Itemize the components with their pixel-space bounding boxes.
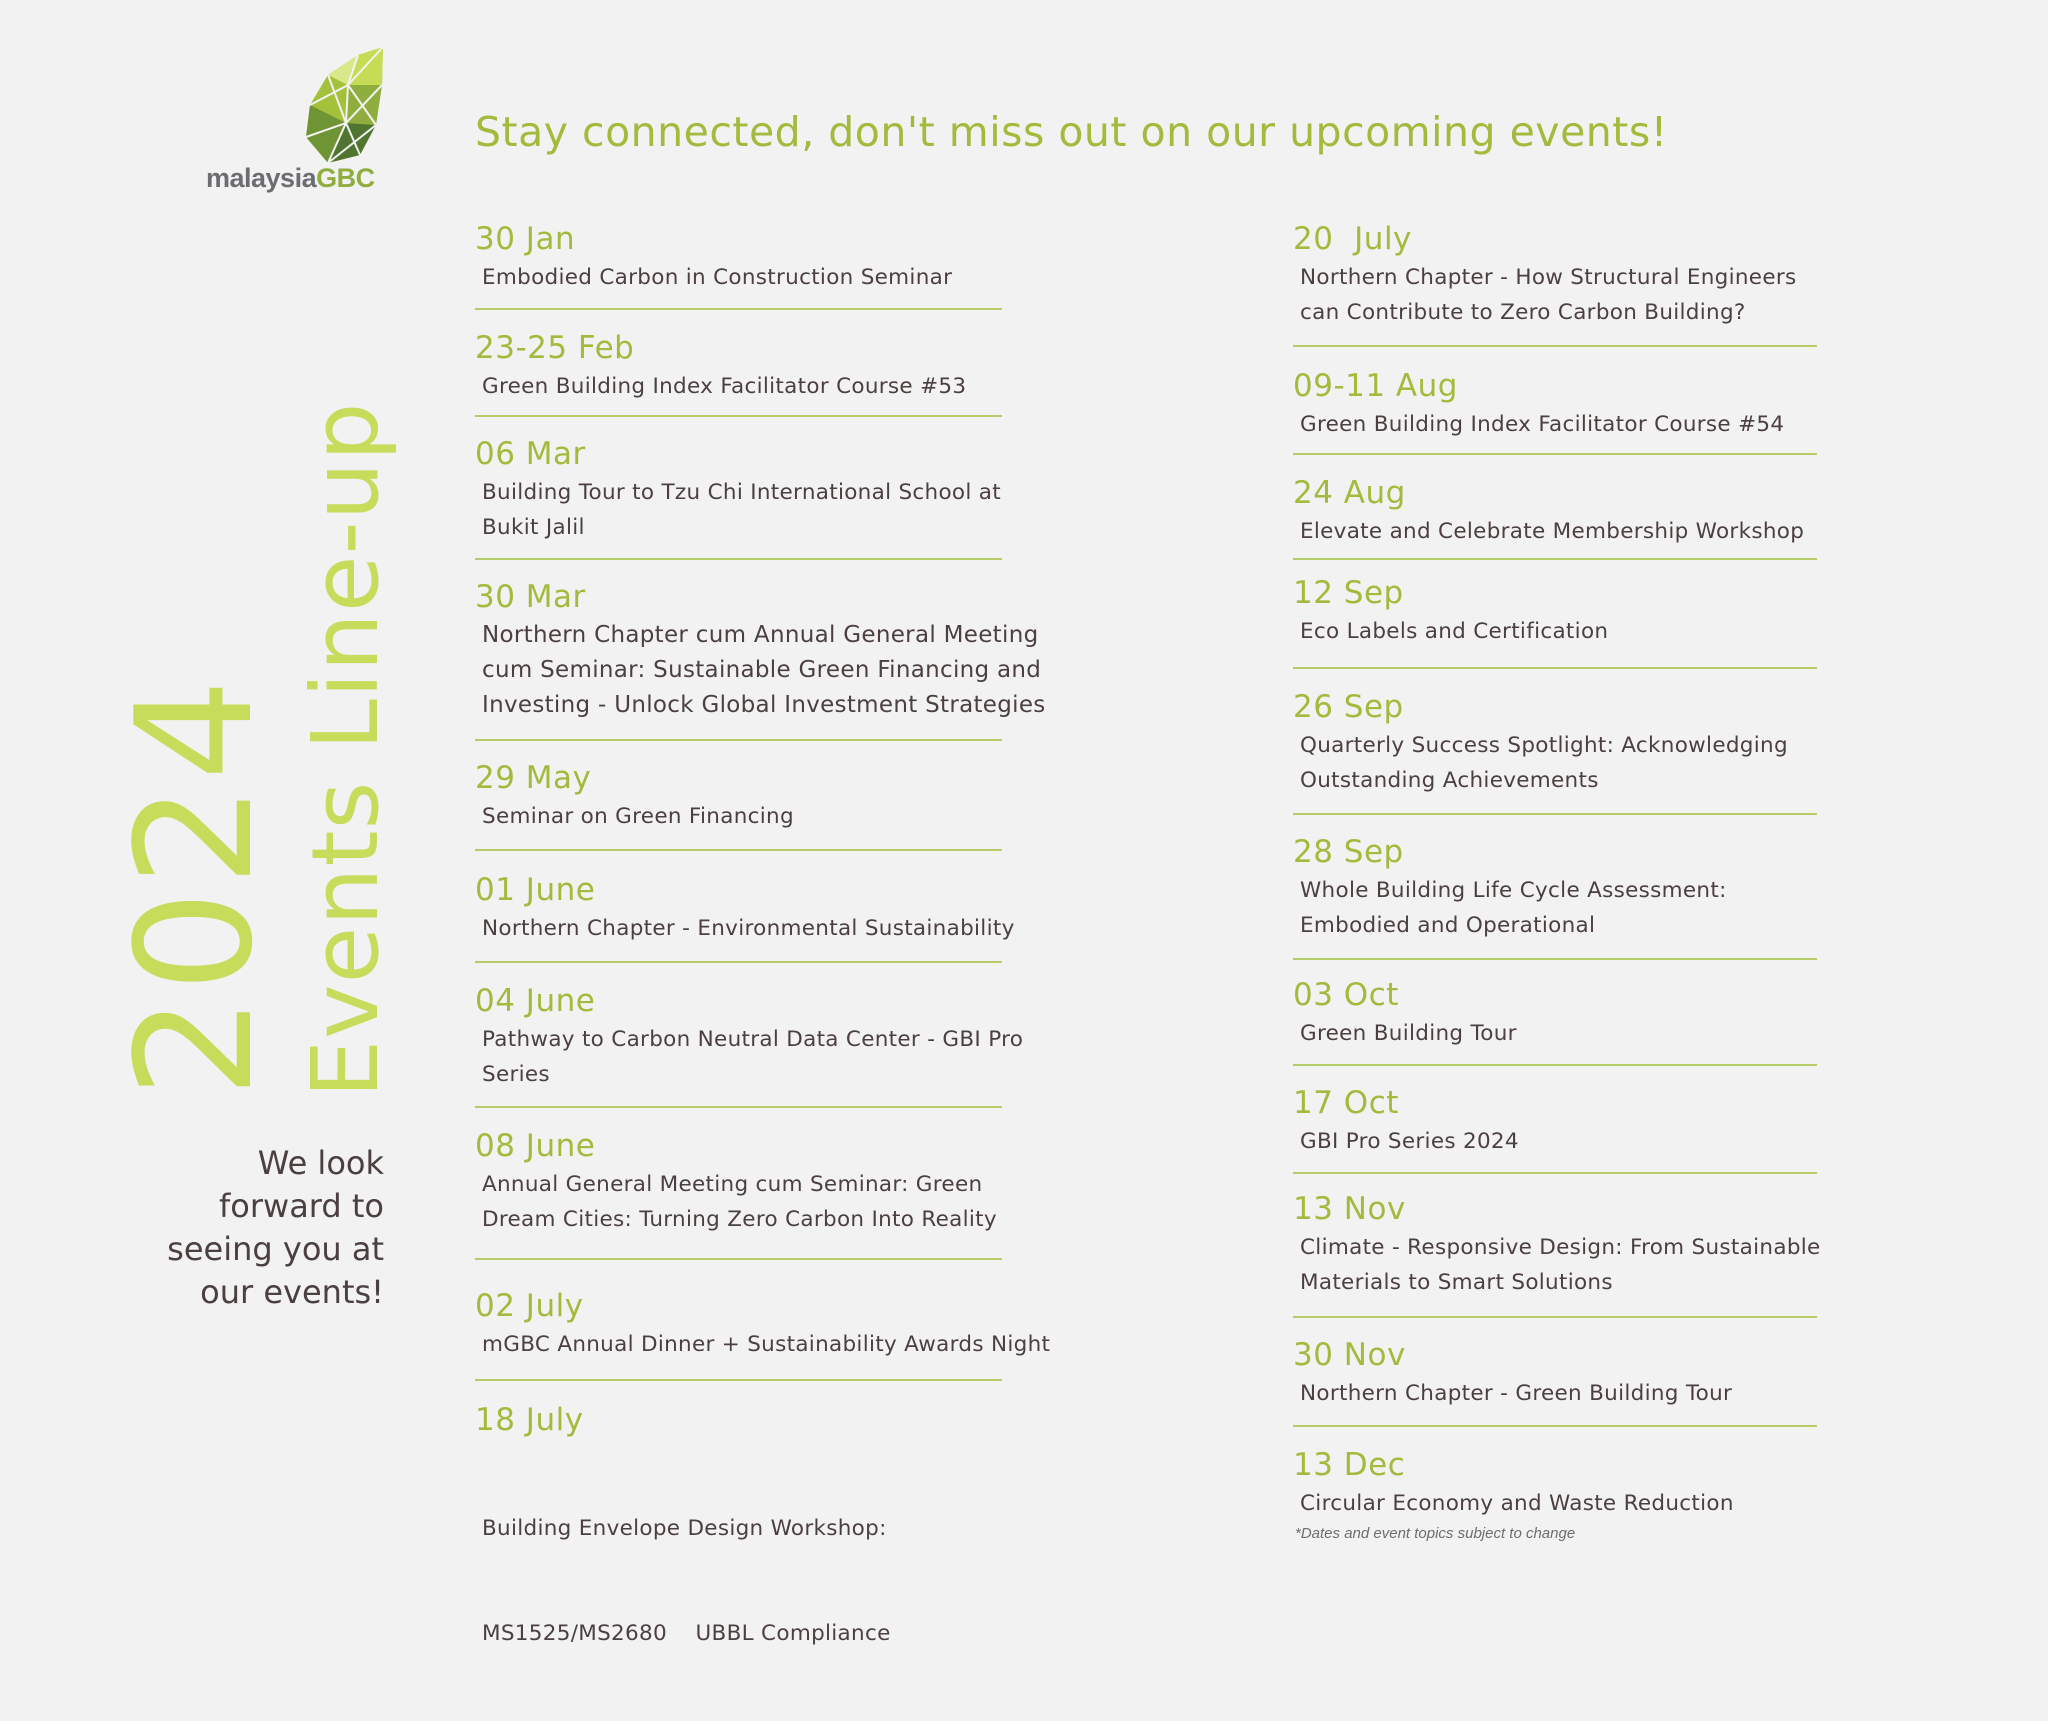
event-date: 28 Sep: [1293, 834, 1404, 870]
event-title-line: Materials to Smart Solutions: [1300, 1270, 1613, 1295]
event-date: 26 Sep: [1293, 689, 1404, 725]
event-item: [475, 327, 1125, 404]
event-item: [475, 1125, 1125, 1237]
event-title-line: can Contribute to Zero Carbon Building?: [1300, 300, 1746, 325]
event-title: [475, 911, 1125, 946]
event-item: [1293, 572, 1943, 649]
divider: [1293, 667, 1817, 669]
event-title: [1293, 1486, 1943, 1521]
event-date: 30 Mar: [475, 579, 586, 615]
event-date: 04 June: [475, 983, 596, 1019]
event-title: [1293, 514, 1943, 549]
event-item: [1293, 472, 1943, 549]
event-item: [1293, 1082, 1943, 1159]
event-title-line: Green Building Index Facilitator Course #54: [1300, 412, 1785, 437]
event-item: [475, 433, 1125, 545]
event-item: [475, 980, 1125, 1092]
event-title-line: Northern Chapter - Green Building Tour: [1300, 1381, 1733, 1406]
closing-line: forward to: [219, 1187, 384, 1225]
malaysiagbc-logo: [200, 45, 400, 205]
event-item: [1293, 831, 1943, 943]
events-left-column: [475, 218, 1125, 1721]
event-date: 09-11 Aug: [1293, 368, 1458, 404]
event-title: [1293, 1124, 1943, 1159]
event-title-line: Northern Chapter - Environmental Sustainability: [482, 916, 1015, 941]
event-title: [475, 1167, 1125, 1237]
event-title: [1293, 1376, 1943, 1411]
event-title-line: Outstanding Achievements: [1300, 768, 1599, 793]
event-title: [475, 799, 1125, 834]
event-title-line: mGBC Annual Dinner + Sustainability Awards Night: [482, 1332, 1051, 1357]
event-item: [475, 218, 1125, 295]
divider: [475, 961, 1002, 963]
event-date: 12 Sep: [1293, 575, 1404, 611]
logo-wordmark-part1: malaysia: [206, 163, 317, 193]
event-title-line: Bukit Jalil: [482, 515, 585, 540]
event-title: [475, 260, 1125, 295]
event-title: [475, 618, 1125, 723]
event-date: 23-25 Feb: [475, 330, 635, 366]
event-title: [1293, 614, 1943, 649]
event-title-line: Pathway to Carbon Neutral Data Center - GBI Pro: [482, 1027, 1024, 1052]
closing-line: seeing you at: [167, 1230, 384, 1268]
event-title-line: Elevate and Celebrate Membership Workshop: [1300, 519, 1805, 544]
event-item: [1293, 365, 1943, 442]
divider: [1293, 1316, 1817, 1318]
event-title-line: GBI Pro Series 2024: [1300, 1129, 1519, 1154]
event-date: 18 July: [475, 1402, 584, 1438]
divider: [1293, 345, 1817, 347]
event-title-line: MS1525/MS2680 UBBL Compliance: [482, 1621, 891, 1646]
event-item: [1293, 1334, 1943, 1411]
event-item: [1293, 686, 1943, 798]
event-date: 17 Oct: [1293, 1085, 1399, 1121]
event-title-line: Investing - Unlock Global Investment Strategies: [482, 692, 1046, 718]
event-item: [1293, 218, 1943, 330]
event-title-line: cum Seminar: Sustainable Green Financing and: [482, 657, 1042, 683]
event-title-line: Embodied Carbon in Construction Seminar: [482, 265, 953, 290]
event-date: 13 Dec: [1293, 1447, 1406, 1483]
event-date: 03 Oct: [1293, 977, 1399, 1013]
divider: [1293, 558, 1817, 560]
event-title-line: Dream Cities: Turning Zero Carbon Into Reality: [482, 1207, 997, 1232]
event-title: [1293, 873, 1943, 943]
divider: [475, 739, 1002, 741]
divider: [1293, 958, 1817, 960]
event-item: [475, 1399, 1125, 1721]
event-title-line: Whole Building Life Cycle Assessment:: [1300, 878, 1727, 903]
side-title-year: 2024: [101, 674, 288, 1098]
event-title: [475, 369, 1125, 404]
headline: Stay connected, don't miss out on our upcoming events!: [475, 108, 1668, 156]
closing-line: our events!: [200, 1273, 384, 1311]
divider: [475, 308, 1002, 310]
divider: [475, 1379, 1002, 1381]
event-title: [475, 1327, 1125, 1362]
event-title-line: Eco Labels and Certification: [1300, 619, 1609, 644]
event-title: [1293, 1230, 1943, 1300]
event-item: [475, 576, 1125, 723]
event-date: 01 June: [475, 872, 596, 908]
divider: [1293, 1425, 1817, 1427]
event-title-line: Northern Chapter - How Structural Engineers: [1300, 265, 1797, 290]
event-title-line: Green Building Tour: [1300, 1021, 1517, 1046]
event-title-line: Circular Economy and Waste Reduction: [1300, 1491, 1734, 1516]
event-date: 06 Mar: [475, 436, 586, 472]
event-title: [475, 1022, 1125, 1092]
event-title: [1293, 728, 1943, 798]
events-right-column: [1293, 218, 1943, 1542]
divider: [475, 415, 1002, 417]
event-date: 13 Nov: [1293, 1191, 1406, 1227]
leaf-logo-icon: [288, 45, 388, 165]
event-date: 02 July: [475, 1288, 584, 1324]
disclaimer-note: *Dates and event topics subject to change: [1295, 1525, 1576, 1542]
event-item: [1293, 1188, 1943, 1300]
event-title-line: Building Tour to Tzu Chi International School at: [482, 480, 1001, 505]
event-date: 30 Jan: [475, 221, 576, 257]
event-title-line: Climate - Responsive Design: From Sustainable: [1300, 1235, 1821, 1260]
divider: [475, 1106, 1002, 1108]
event-date: 29 May: [475, 760, 592, 796]
event-title-line: Green Building Index Facilitator Course #53: [482, 374, 967, 399]
event-title-line: Seminar on Green Financing: [482, 804, 794, 829]
logo-wordmark: [206, 163, 375, 194]
divider: [475, 849, 1002, 851]
event-item: [475, 1285, 1125, 1362]
event-title-line: Quarterly Success Spotlight: Acknowledging: [1300, 733, 1788, 758]
event-title: [475, 475, 1125, 545]
event-title: [475, 1441, 1125, 1721]
event-item: [1293, 1444, 1943, 1521]
event-date: 08 June: [475, 1128, 596, 1164]
side-title-label: Events Line-up: [292, 401, 399, 1098]
event-title-line: Building Envelope Design Workshop:: [482, 1516, 887, 1541]
closing-message: [90, 1142, 384, 1314]
divider: [1293, 813, 1817, 815]
event-title-line: Series: [482, 1062, 550, 1087]
event-title-line: Embodied and Operational: [1300, 913, 1596, 938]
divider: [1293, 1172, 1817, 1174]
event-title: [1293, 260, 1943, 330]
divider: [1293, 1064, 1817, 1066]
event-item: [475, 869, 1125, 946]
event-date: 20 July: [1293, 221, 1412, 257]
closing-line: We look: [257, 1144, 384, 1182]
event-title: [1293, 1016, 1943, 1051]
logo-wordmark-part2: GBC: [316, 163, 375, 193]
divider: [475, 1258, 1002, 1260]
event-item: [475, 757, 1125, 834]
event-title-line: Annual General Meeting cum Seminar: Green: [482, 1172, 983, 1197]
event-title-line: Northern Chapter cum Annual General Meeting: [482, 622, 1039, 648]
event-date: 24 Aug: [1293, 475, 1406, 511]
event-item: [1293, 974, 1943, 1051]
event-title: [1293, 407, 1943, 442]
event-date: 30 Nov: [1293, 1337, 1406, 1373]
divider: [1293, 453, 1817, 455]
divider: [475, 558, 1002, 560]
